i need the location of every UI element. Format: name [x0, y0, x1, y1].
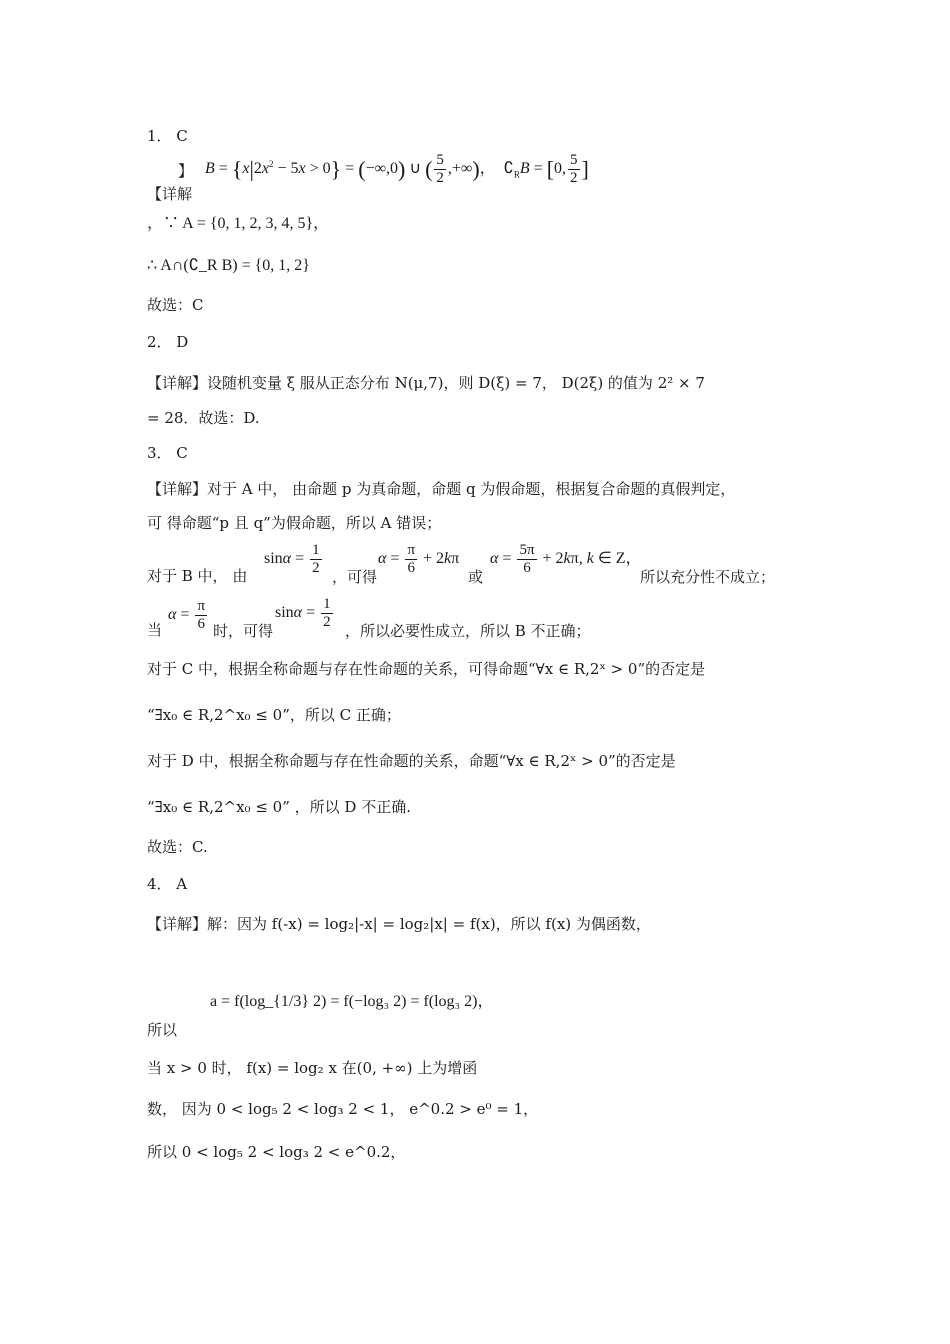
q3-b2-post: ，所以必要性成立，所以 B 不正确；	[345, 622, 591, 640]
q3-b2-sin: sinα = $\frac{1}{2}$	[275, 596, 331, 630]
q2-line1: 【详解】设随机变量 ξ 服从正态分布 N(μ,7)，则 D(ξ) = 7， D(2ξ) 的值为 2² × 7	[147, 374, 705, 392]
q1-answer: 1． C	[147, 127, 188, 145]
q3-b-post: 所以充分性不成立；	[640, 568, 776, 586]
q4-line1: 【详解】解：因为 f(-x) = log₂|-x| = log₂|x| = f(x)，所以 f(x) 为偶函数，	[147, 915, 651, 933]
q3-b-pre: 对于 B 中， 由	[147, 567, 248, 585]
q3-c-line2: “∃x₀ ∈ R,2^x₀ ≤ 0”，所以 C 正确；	[147, 706, 401, 724]
q4-line3: 当 x > 0 时， f(x) = log₂ x 在(0, +∞) 上为增函	[147, 1059, 478, 1077]
q3-b-or: 或	[468, 568, 484, 586]
q1-choice: 故选：C	[147, 296, 204, 314]
q3-b2-alpha: α = $\frac{\pi}{6}$	[168, 598, 206, 632]
q3-b-alpha2: α = $\frac{5\pi}{6}$ + 2kπ, k ∈ Z，	[490, 542, 642, 576]
q3-c-line1: 对于 C 中，根据全称命题与存在性命题的关系，可得命题“∀x ∈ R,2ˣ > 0”的否定是	[147, 660, 706, 678]
q3-choice: 故选：C.	[147, 838, 208, 856]
q4-line2: a = f(log_{1/3} 2) = f(−log₃ 2) = f(log₃ 2)，	[210, 993, 494, 1010]
q1-intersection: ∴ A∩(∁_R B) = {0, 1, 2}	[147, 257, 310, 274]
q3-a-line1: 【详解】对于 A 中， 由命题 p 为真命题，命题 q 为假命题，根据复合命题的真假判定，	[147, 480, 736, 498]
q4-line5: 所以 0 < log₅ 2 < log₃ 2 < e^0.2，	[147, 1143, 406, 1161]
q4-line4: 数， 因为 0 < log₅ 2 < log₃ 2 < 1， e^0.2 > e⁰ = 1，	[147, 1100, 539, 1118]
q3-a-line2: 可 得命题“p 且 q”为假命题，所以 A 错误；	[147, 514, 442, 532]
q3-answer: 3． C	[147, 444, 188, 462]
q3-b-mid: ，可得	[332, 568, 378, 586]
q4-answer: 4． A	[147, 875, 188, 893]
q2-answer: 2． D	[147, 333, 189, 351]
q3-b2-mid: 时，可得	[213, 622, 274, 640]
q1-set-a: ，∵ A = {0, 1, 2, 3, 4, 5}，	[147, 215, 330, 232]
q2-line2: = 28．故选：D.	[147, 409, 260, 427]
q1-set-b-text	[205, 152, 206, 153]
q3-b-alpha1: α = $\frac{\pi}{6}$ + 2kπ	[378, 542, 460, 576]
q3-b-sin-formula: sinα = $\frac{1}{2}$	[264, 542, 320, 576]
q1-set-b-formula: $B = \{x|2x^2 - 5x > 0\} = (-\infty,0)$ ∪ ( $\frac{5}{2}$ ,+∞)， $∁_RB = [0$, $\frac{5}{2}$ ]	[205, 152, 589, 186]
q3-d-line1: 对于 D 中，根据全称命题与存在性命题的关系，命题“∀x ∈ R,2ˣ > 0”的否定是	[147, 752, 676, 770]
q3-d-line2: “∃x₀ ∈ R,2^x₀ ≤ 0” ，所以 D 不正确.	[147, 798, 411, 816]
q1-detail-tag: 【详解	[147, 185, 193, 203]
q3-b2-pre: 当	[147, 621, 163, 639]
q4-line2-label: 所以	[147, 1021, 178, 1039]
